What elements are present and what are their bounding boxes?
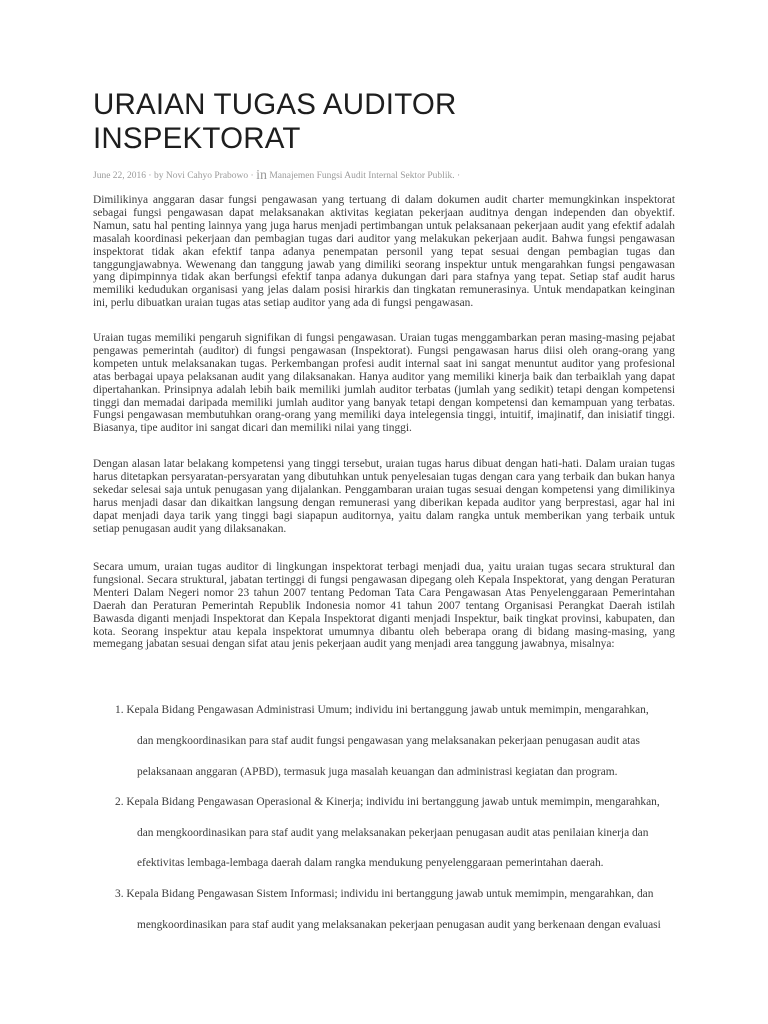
by-label: by (153, 171, 164, 181)
paragraph-2: Uraian tugas memiliki pengaruh signifikan di fungsi pengawasan. Uraian tugas menggambarkan peran masing-masing pejabat pengawas pemerintah (auditor) di fungsi pengawasan (Inspektorat). Fungsi pengawasan harus diisi oleh orang-orang yang kompeten untuk melaksanakan tugas. Perkembangan profesi audit internal saat ini sangat menuntut auditor yang profesional atas berbagai upaya pelaksanan audit yang dilaksanakan. Hanya auditor yang memiliki kinerja baik dan terbaiklah yang dapat dipertahankan. Prinsipnya adalah lebih baik memiliki jumlah auditor terbatas (jumlah yang sedikit) tetapi dengan kompetensi tinggi dan memadai daripada memiliki jumlah auditor yang banyak tetapi dengan kompetensi dan kemampuan yang terbatas. Fungsi pengawasan membutuhkan orang-orang yang memiliki daya intelegensia tinggi, intuitif, imajinatif, dan inisiatif tinggi. Biasanya, tipe auditor ini sangat dicari dan memiliki nilai yang tinggi. (93, 332, 675, 435)
list-item-line: dan mengkoordinasikan para staf audit fungsi pengawasan yang melaksanakan pekerjaan penugasan audit atas (137, 735, 640, 747)
list-item-line: pelaksanaan anggaran (APBD), termasuk juga masalah keuangan dan administrasi kegiatan dan program. (137, 766, 618, 778)
meta-separator: · (148, 171, 154, 181)
category-link[interactable]: Manajemen Fungsi Audit Internal Sektor Publik. (269, 171, 455, 181)
article-meta (93, 168, 675, 184)
meta-separator: · (250, 171, 257, 181)
list-item-line: efektivitas lembaga-lembaga daerah dalam rangka mendukung penyelenggaraan pemerintahan daerah. (137, 857, 604, 869)
paragraph-3: Dengan alasan latar belakang kompetensi yang tinggi tersebut, uraian tugas harus dibuat dengan hati-hati. Dalam uraian tugas harus ditetapkan persyaratan-persyaratan yang dibutuhkan untuk penyelesaian tugas dengan cara yang terbaik dan bukan hanya sekedar selesai saja untuk penugasan yang dijalankan. Penggambaran uraian tugas sesuai dengan kompetensi yang dimilikinya harus menjadi dasar dan dikaitkan langsung dengan remunerasi yang diberikan kepada auditor yang berprestasi, agar hal ini dapat menjadi daya tarik yang tinggi bagi siapapun auditornya, yaitu dalam rangka untuk memberikan yang terbaik untuk setiap penugasan audit yang dilaksanakan. (93, 458, 675, 535)
list-item-line: 2. Kepala Bidang Pengawasan Operasional & Kinerja; individu ini bertanggung jawab untuk memimpin, mengarahkan, (115, 796, 660, 808)
paragraph-1: Dimilikinya anggaran dasar fungsi pengawasan yang tertuang di dalam dokumen audit charter memungkinkan inspektorat sebagai fungsi pengawasan dapat melaksanakan aktivitas kegiatan pekerjaan auditnya dengan independen dan obyektif. Namun, satu hal penting lainnya yang juga harus menjadi pertimbangan untuk pelaksanaan pekerjaan audit yang efektif adalah masalah koordinasi pekerjaan dan pembagian tugas dari auditor yang melakukan pekerjaan audit. Bahwa fungsi pengawasan inspektorat tidak akan efektif tanpa adanya penempatan personil yang tepat sesuai dengan pembagian tugas dan tanggungjawabnya. Wewenang dan tanggung jawab yang dimiliki seorang inspektur untuk mengarahkan fungsi pengawasan yang dipimpinnya tidak akan berfungsi efektif tanpa adanya dukungan dari para stafnya yang tepat. Setiap staf audit harus memiliki kedudukan organisasi yang jelas dalam posisi hirarkis dan tingkatan remunerasinya. Untuk mendapatkan keinginan ini, perlu dibuatkan uraian tugas atas setiap auditor yang ada di fungsi pengawasan. (93, 194, 675, 310)
in-label: in (256, 168, 267, 183)
paragraph-4: Secara umum, uraian tugas auditor di lingkungan inspektorat terbagi menjadi dua, yaitu uraian tugas secara struktural dan fungsional. Secara struktural, jabatan tertinggi di fungsi pengawasan dipegang oleh Kepala Inspektorat, yang dengan Peraturan Menteri Dalam Negeri nomor 23 tahun 2007 tentang Pedoman Tata Cara Pengawasan Atas Penyelenggaraan Pemerintahan Daerah dan Peraturan Pemerintah Republik Indonesia nomor 41 tahun 2007 tentang Organisasi Perangkat Daerah istilah Bawasda diganti menjadi Inspektorat dan Kepala Inspektorat diganti menjadi Inspektur, baik tingkat provinsi, kabupaten, dan kota. Seorang inspektur atau kepala inspektorat umumnya dibantu oleh beberapa orang di bidang masing-masing, yang memegang jabatan sesuai dengan sifat atau jenis pekerjaan audit yang menjadi area tanggung jawabnya, misalnya: (93, 561, 675, 651)
post-date: June 22, 2016 (93, 171, 147, 181)
author-link[interactable]: Novi Cahyo Prabowo (165, 171, 249, 181)
list-item-line: dan mengkoordinasikan para staf audit yang melaksanakan pekerjaan penugasan audit atas penilaian kinerja dan (137, 827, 649, 839)
list-item-line: mengkoordinasikan para staf audit yang melaksanakan pekerjaan penugasan audit yang berkenaan dengan evaluasi (137, 919, 661, 931)
list-item-line: 3. Kepala Bidang Pengawasan Sistem Informasi; individu ini bertanggung jawab untuk memimpin, mengarahkan, dan (115, 888, 654, 900)
list-item-line: 1. Kepala Bidang Pengawasan Administrasi Umum; individu ini bertanggung jawab untuk memimpin, mengarahkan, (115, 704, 649, 716)
article-title: URAIAN TUGAS AUDITOR INSPEKTORAT (93, 88, 457, 155)
meta-separator: · (456, 171, 461, 181)
